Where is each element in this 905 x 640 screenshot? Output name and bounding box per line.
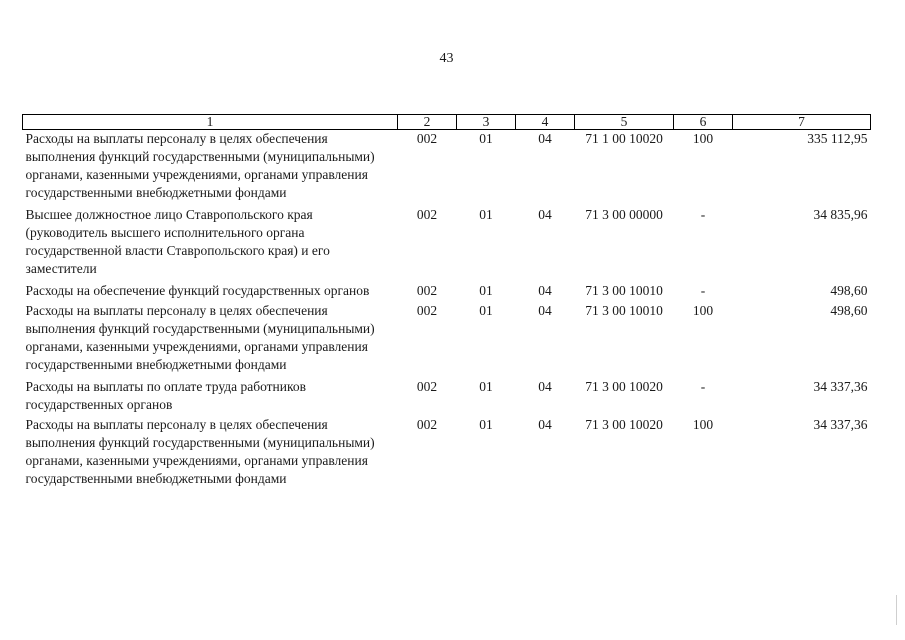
row-name: Расходы на обеспечение функций государственных органов [25,283,370,298]
header-col-2: 2 [398,115,457,130]
row-amount: 34 337,36 [813,417,868,432]
header-row [23,115,871,130]
row-name: Расходы на выплаты персоналу в целях обеспечения выполнения функций государственными (муниципальными) органами, казенными учреждениями, органами управления государственными внебюджетными фондами [25,131,375,200]
row-section-code: 01 [479,283,493,298]
row-target-article: 71 3 00 10010 [585,283,663,298]
row-expense-type: - [700,379,706,394]
row-ministry-code: 002 [416,379,438,394]
row-amount: 335 112,95 [807,131,868,146]
row-amount: 34 337,36 [813,379,868,394]
table-row [23,282,871,302]
table-row [23,416,871,490]
row-target-article: 71 3 00 10020 [585,379,663,394]
table-body [23,130,871,491]
row-name: Высшее должностное лицо Ставропольского края (руководитель высшего исполнительного органа государственной власти Ставропольского края) и его заместители [25,207,330,276]
header-col-6: 6 [674,115,733,130]
row-expense-type: 100 [692,303,714,318]
row-expense-type: - [700,283,706,298]
row-ministry-code: 002 [416,303,438,318]
table-row [23,130,871,207]
table-header [23,115,871,130]
row-target-article: 71 3 00 00000 [585,207,663,222]
row-amount: 498,60 [830,303,868,318]
row-expense-type: 100 [692,417,714,432]
row-target-article: 71 1 00 10020 [585,131,663,146]
row-name: Расходы на выплаты персоналу в целях обеспечения выполнения функций государственными (муниципальными) органами, казенными учреждениями, органами управления государственными внебюджетными фондами [25,303,375,372]
row-target-article: 71 3 00 10020 [585,417,663,432]
row-subsection-code: 04 [538,379,552,394]
row-section-code: 01 [479,303,493,318]
row-amount: 498,60 [830,283,868,298]
row-subsection-code: 04 [538,417,552,432]
row-ministry-code: 002 [416,417,438,432]
row-subsection-code: 04 [538,283,552,298]
row-ministry-code: 002 [416,207,438,222]
row-expense-type: 100 [692,131,714,146]
table-row [23,302,871,378]
row-section-code: 01 [479,417,493,432]
budget-table [22,114,871,490]
header-col-4: 4 [516,115,575,130]
row-section-code: 01 [479,379,493,394]
page-number: 43 [439,51,454,66]
row-amount: 34 835,96 [813,207,868,222]
row-name: Расходы на выплаты по оплате труда работников государственных органов [25,379,306,412]
row-expense-type: - [700,207,706,222]
header-col-3: 3 [457,115,516,130]
header-col-5: 5 [575,115,674,130]
row-ministry-code: 002 [416,283,438,298]
row-target-article: 71 3 00 10010 [585,303,663,318]
row-name: Расходы на выплаты персоналу в целях обеспечения выполнения функций государственными (муниципальными) органами, казенными учреждениями, органами управления государственными внебюджетными фондами [25,417,375,486]
scan-edge-mark [896,595,897,625]
header-col-1: 1 [23,115,398,130]
row-subsection-code: 04 [538,131,552,146]
row-ministry-code: 002 [416,131,438,146]
row-subsection-code: 04 [538,207,552,222]
row-section-code: 01 [479,207,493,222]
header-col-7: 7 [733,115,871,130]
table-row [23,378,871,416]
table-row [23,206,871,282]
row-section-code: 01 [479,131,493,146]
row-subsection-code: 04 [538,303,552,318]
